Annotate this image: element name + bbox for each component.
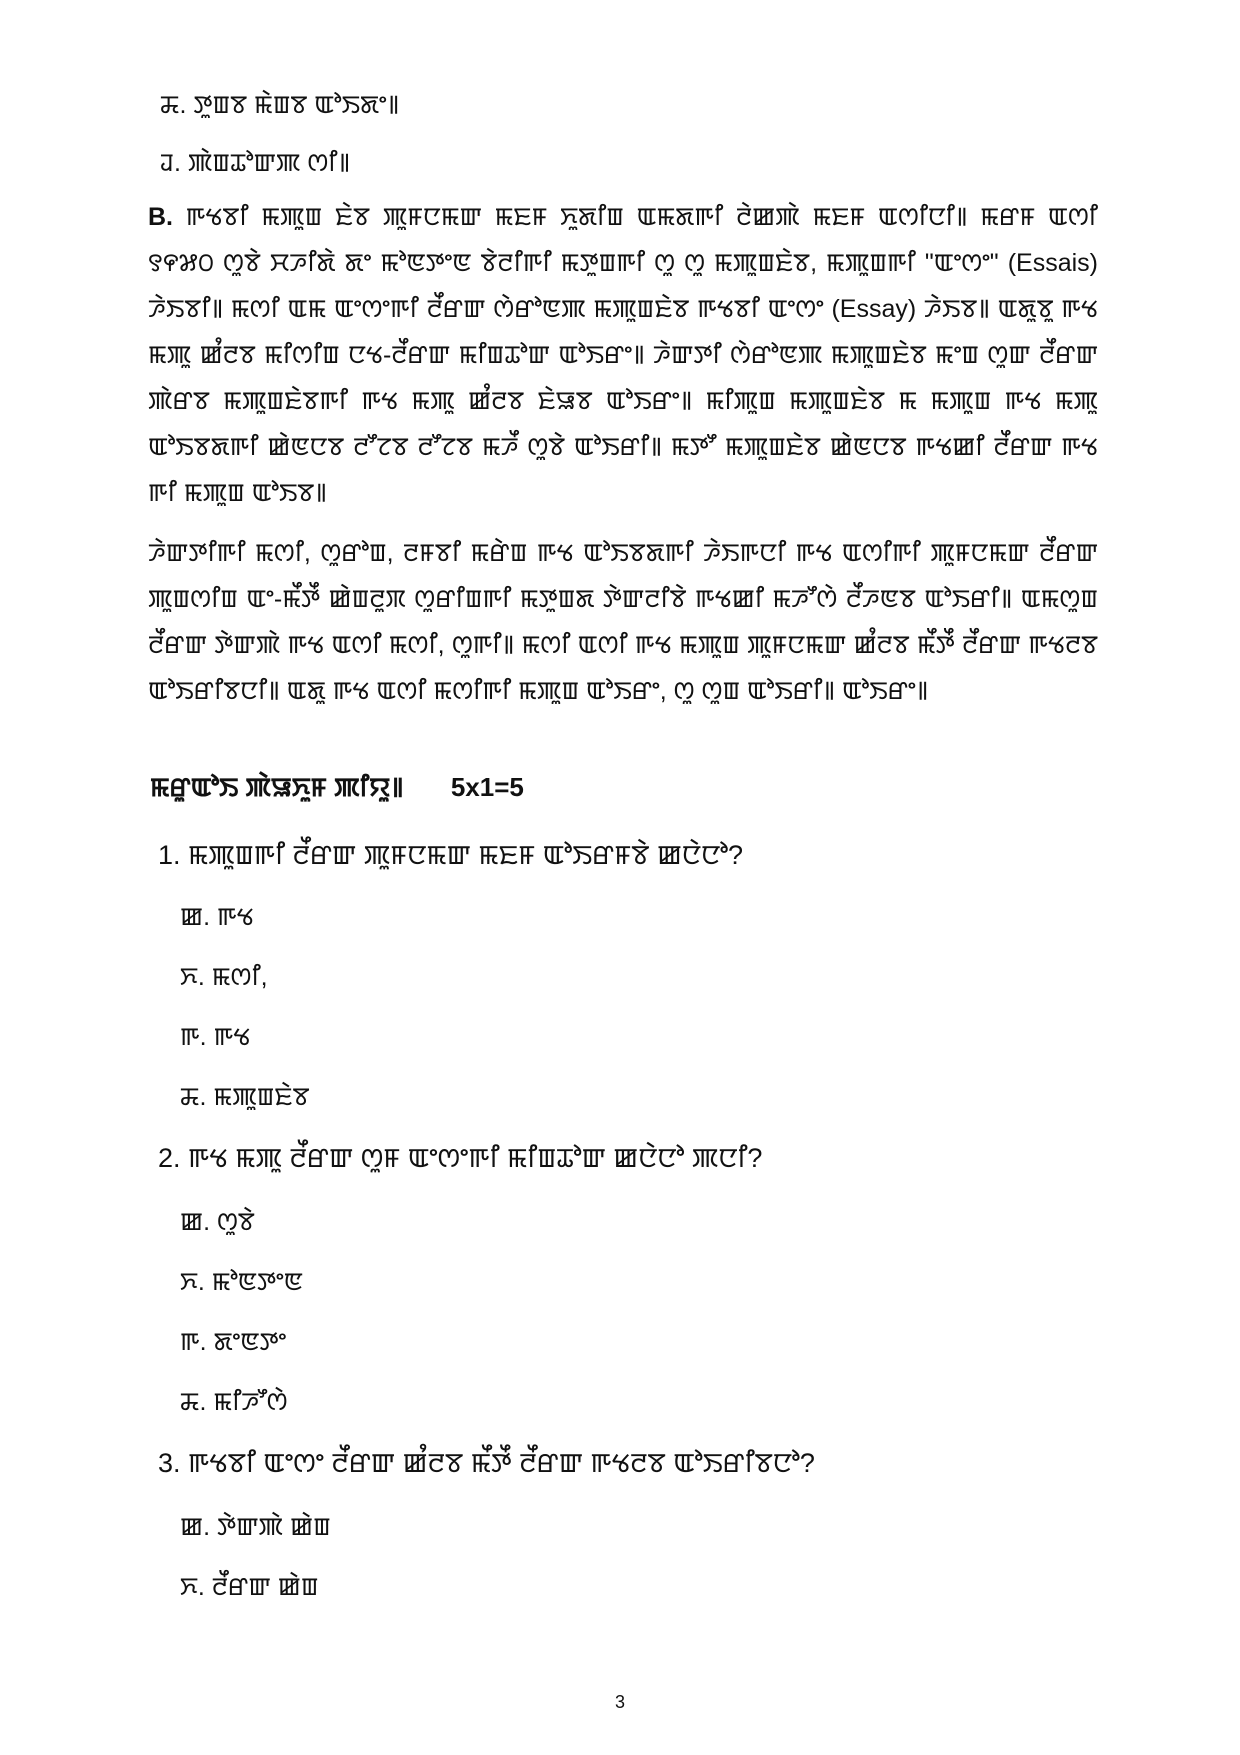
question-3-option-b: ꯈ. ꯂꯩꯔꯛ ꯀꯥꯡ bbox=[180, 1573, 319, 1601]
option-nga-prev: ꯙ. ꯄꯥꯡꯊꯣꯛꯄ ꯁꯤ꯫ bbox=[160, 149, 351, 177]
question-3-option-a: ꯀ. ꯇꯥꯛꯄꯥ ꯀꯥꯡ bbox=[180, 1513, 331, 1541]
paragraph-b bbox=[148, 194, 1098, 516]
question-2-option-a: ꯀ. ꯁꯨꯕꯥ bbox=[180, 1208, 255, 1236]
question-2-option-d: ꯘ. ꯃꯤꯍꯧꯁꯥ bbox=[180, 1388, 288, 1416]
section-marks: 5x1=5 bbox=[450, 772, 524, 802]
question-1-option-a: ꯀ. ꯒꯠ bbox=[180, 903, 254, 931]
section-heading-text: ꯃꯔꯨꯑꯣꯏ ꯄꯥꯎꯈꯨꯝ ꯄꯤꯌꯨ꯫ bbox=[150, 772, 404, 802]
paragraph-c: ꯍꯥꯛꯇꯤꯒꯤ ꯃꯁꯤ, ꯁꯨꯔꯣꯡ, ꯂꯝꯕꯤ ꯃꯔꯥꯡ ꯒꯠ ꯑꯣꯏꯕꯗꯒꯤ ꯍꯥꯏꯒꯅꯤ ꯒꯠ ꯑꯁꯤꯒꯤ ꯄꯨꯝꯅꯃꯛ ꯂꯩꯔꯛ ꯄꯨꯡꯁꯤꯡ ꯑꯦ-ꯃꯩꯇꯩ ꯀꯥꯡꯂꯨꯞ ꯁꯨꯔꯤꯡꯒꯤ ꯃꯇꯨꯡꯗ ꯇꯥꯛꯂꯤꯕꯥ ꯒꯠꯀꯤ ꯃꯍꯧꯁꯥ ꯂꯩꯍꯟꯕ ꯑꯣꯏꯔꯤ꯫ ꯑꯃꯁꯨꯡ ꯂꯩꯔꯛ ꯇꯥꯛꯄꯥ ꯒꯠ ꯑꯁꯤ ꯃꯁꯤ, ꯁꯨꯒꯤ꯫ ꯃꯁꯤ ꯑꯁꯤ ꯒꯠ ꯃꯄꯨꯡ ꯄꯨꯝꯅꯃꯛ ꯀꯪꯂꯕ ꯃꯩꯇꯩ ꯂꯩꯔꯛ ꯒꯠꯂꯕ ꯑꯣꯏꯔꯤꯕꯅꯤ꯫ ꯑꯗꯨ ꯒꯠ ꯑꯁꯤ ꯃꯁꯤꯒꯤ ꯃꯄꯨꯡ ꯑꯣꯏꯔꯦ, ꯁꯨ ꯁꯨꯡ ꯑꯣꯏꯔꯤ꯫ ꯑꯣꯏꯔꯦ꯫ bbox=[148, 539, 1098, 705]
question-1-option-c: ꯒ. ꯒꯠ bbox=[180, 1023, 251, 1051]
section-heading bbox=[150, 770, 524, 804]
question-2-option-c: ꯒ. ꯗꯦꯟꯇꯦ bbox=[180, 1328, 287, 1356]
question-1: 1. ꯃꯄꯨꯡꯒꯤ ꯂꯩꯔꯛ ꯄꯨꯝꯅꯃꯛ ꯃꯐꯝ ꯑꯣꯏꯔꯝꯕꯥ ꯀꯅꯥꯅꯣ? bbox=[158, 840, 744, 870]
option-gha-prev: ꯘ. ꯇꯨꯡꯕ ꯃꯥꯡꯕ ꯑꯣꯏꯗꯦ꯫ bbox=[160, 91, 400, 119]
question-1-option-b: ꯈ. ꯃꯁꯤ, bbox=[180, 963, 268, 991]
paragraph-b-text: ꯒꯠꯕꯤ ꯃꯄꯨꯡ ꯐꯥꯕ ꯄꯨꯝꯅꯃꯛ ꯃꯐꯝ ꯈꯨꯗꯤꯡ ꯑꯃꯗꯒꯤ ꯂꯥꯀꯄꯥ ꯃꯐꯝ ꯑꯁꯤꯅꯤ꯫ ꯃꯔꯝ ꯑꯁꯤ ꯱꯵꯷꯰ ꯁꯨꯕꯥ ꯆꯍꯤꯗꯥ ꯗꯦ ꯃꯣꯟꯇꯦꯟ ꯕꯥꯂꯤꯒꯤ ꯃꯇꯨꯡꯒꯤ ꯁꯨ ꯁꯨ ꯃꯄꯨꯡꯐꯥꯕ, ꯃꯄꯨꯡꯒꯤ "ꯑꯦꯁꯦ" (Essais) ꯍꯥꯏꯕꯤ꯫ ꯃꯁꯤ ꯑꯃ ꯑꯦꯁꯦꯒꯤ ꯂꯩꯔꯛ ꯁꯥꯔꯣꯟꯄ ꯃꯄꯨꯡꯐꯥꯕ ꯒꯠꯕꯤ ꯑꯦꯁꯦ (Essay) ꯍꯥꯏꯕ꯫ ꯑꯗꯨꯕꯨ ꯒꯠ ꯃꯄꯨ ꯀꯪꯂꯕ ꯃꯤꯁꯤꯡ ꯅꯠ-ꯂꯩꯔꯛ ꯃꯤꯡꯊꯣꯛ ꯑꯣꯏꯔꯦ꯫ ꯍꯥꯛꯇꯤ ꯁꯥꯔꯣꯟꯄ ꯃꯄꯨꯡꯐꯥꯕ ꯃꯦꯡ ꯁꯨꯛ ꯂꯩꯔꯛ ꯄꯥꯔꯕ ꯃꯄꯨꯡꯐꯥꯕꯒꯤ ꯒꯠ ꯃꯄꯨ ꯀꯪꯂꯕ ꯐꯥꯎꯕ ꯑꯣꯏꯔꯦ꯫ ꯃꯤꯄꯨꯡ ꯃꯄꯨꯡꯐꯥꯕ ꯃ ꯃꯄꯨꯡ ꯒꯠ ꯃꯄꯨ ꯑꯣꯏꯕꯗꯒꯤ ꯀꯥꯟꯅꯕ ꯂꯧꯖꯕ ꯂꯧꯖꯕ ꯃꯍꯩ ꯁꯨꯕꯥ ꯑꯣꯏꯔꯤ꯫ ꯃꯇꯧ ꯃꯄꯨꯡꯐꯥꯕ ꯀꯥꯟꯅꯕ ꯒꯠꯀꯤ ꯂꯩꯔꯛ ꯒꯠ ꯒꯤ ꯃꯄꯨꯡ ꯑꯣꯏꯕ꯫ bbox=[148, 203, 1098, 507]
question-2: 2. ꯒꯠ ꯃꯄꯨ ꯂꯩꯔꯛ ꯁꯨꯝ ꯑꯦꯁꯦꯒꯤ ꯃꯤꯡꯊꯣꯛ ꯀꯅꯥꯅꯣ ꯄꯅꯤ? bbox=[158, 1143, 763, 1173]
page-number: 3 bbox=[614, 1692, 625, 1712]
question-3: 3. ꯒꯠꯕꯤ ꯑꯦꯁꯦ ꯂꯩꯔꯛ ꯀꯪꯂꯕ ꯃꯩꯇꯩ ꯂꯩꯔꯛ ꯒꯠꯂꯕ ꯑꯣꯏꯔꯤꯕꯅꯣ? bbox=[158, 1448, 815, 1478]
paragraph-b-label: B. bbox=[148, 203, 173, 231]
question-2-option-b: ꯈ. ꯃꯣꯟꯇꯦꯟ bbox=[180, 1268, 303, 1296]
question-1-option-d: ꯘ. ꯃꯄꯨꯡꯐꯥꯕ bbox=[180, 1083, 310, 1111]
